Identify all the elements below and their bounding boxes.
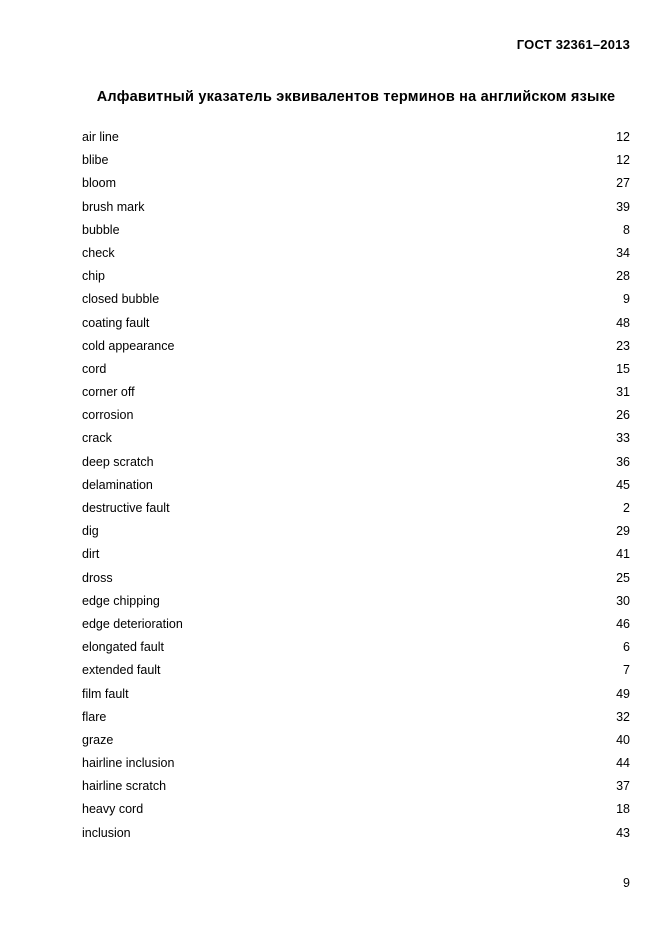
index-entry bbox=[82, 567, 630, 590]
term-page-number: 48 bbox=[616, 315, 630, 330]
index-entry bbox=[82, 822, 630, 845]
index-entry bbox=[82, 798, 630, 821]
index-entry bbox=[82, 543, 630, 566]
index-entry bbox=[82, 775, 630, 798]
index-entry bbox=[82, 196, 630, 219]
index-entry bbox=[82, 265, 630, 288]
term-text: chip bbox=[82, 269, 105, 284]
term-page-number: 25 bbox=[616, 570, 630, 585]
term-page-number: 45 bbox=[616, 477, 630, 492]
index-entry bbox=[82, 126, 630, 149]
index-entry bbox=[82, 335, 630, 358]
term-text: edge chipping bbox=[82, 593, 160, 608]
term-text: graze bbox=[82, 732, 114, 747]
term-page-number: 6 bbox=[623, 640, 630, 655]
index-entry bbox=[82, 474, 630, 497]
term-page-number: 8 bbox=[623, 222, 630, 237]
term-text: extended fault bbox=[82, 663, 161, 678]
term-page-number: 30 bbox=[616, 593, 630, 608]
term-text: cord bbox=[82, 361, 107, 376]
index-entry bbox=[82, 288, 630, 311]
term-text: film fault bbox=[82, 686, 129, 701]
page-number: 9 bbox=[623, 876, 630, 890]
index-entry bbox=[82, 636, 630, 659]
index-entry bbox=[82, 381, 630, 404]
term-text: closed bubble bbox=[82, 292, 160, 307]
index-entry bbox=[82, 683, 630, 706]
term-text: heavy cord bbox=[82, 802, 144, 817]
term-page-number: 34 bbox=[616, 245, 630, 260]
term-page-number: 27 bbox=[616, 176, 630, 191]
index-entry bbox=[82, 219, 630, 242]
term-page-number: 12 bbox=[616, 130, 630, 144]
term-text: deep scratch bbox=[82, 454, 154, 469]
term-page-number: 26 bbox=[616, 408, 630, 423]
index-entry bbox=[82, 659, 630, 682]
term-page-number: 44 bbox=[616, 756, 630, 771]
term-page-number: 46 bbox=[616, 616, 630, 631]
term-text: check bbox=[82, 245, 115, 260]
term-page-number: 36 bbox=[616, 454, 630, 469]
index-entry bbox=[82, 242, 630, 265]
term-text: coating fault bbox=[82, 315, 150, 330]
index-entry bbox=[82, 752, 630, 775]
index-entry bbox=[82, 613, 630, 636]
term-text: corner off bbox=[82, 385, 135, 400]
term-page-number: 28 bbox=[616, 269, 630, 284]
term-page-number: 31 bbox=[616, 385, 630, 400]
term-page-number: 9 bbox=[623, 292, 630, 307]
term-page-number: 37 bbox=[616, 779, 630, 794]
term-text: crack bbox=[82, 431, 112, 446]
term-text: bubble bbox=[82, 222, 120, 237]
term-text: corrosion bbox=[82, 408, 134, 423]
term-page-number: 15 bbox=[616, 361, 630, 376]
term-text: cold appearance bbox=[82, 338, 175, 353]
index-entry bbox=[82, 358, 630, 381]
term-text: blibe bbox=[82, 153, 109, 168]
term-text: edge deterioration bbox=[82, 616, 183, 631]
term-text: dig bbox=[82, 524, 99, 539]
term-page-number: 49 bbox=[616, 686, 630, 701]
term-page-number: 43 bbox=[616, 825, 630, 840]
term-text: delamination bbox=[82, 477, 153, 492]
term-page-number: 39 bbox=[616, 199, 630, 214]
term-page-number: 40 bbox=[616, 732, 630, 747]
term-text: air line bbox=[82, 130, 119, 144]
index-entry bbox=[82, 427, 630, 450]
index-entry bbox=[82, 706, 630, 729]
term-text: destructive fault bbox=[82, 501, 170, 515]
page-title: Алфавитный указатель эквивалентов терминов на английском языке bbox=[96, 89, 616, 105]
term-page-number: 29 bbox=[616, 524, 630, 539]
index-entry bbox=[82, 590, 630, 613]
term-text: elongated fault bbox=[82, 640, 165, 655]
term-text: flare bbox=[82, 709, 107, 724]
term-page-number: 12 bbox=[616, 153, 630, 168]
term-text: bloom bbox=[82, 176, 117, 191]
term-page-number: 2 bbox=[623, 501, 630, 515]
term-page-number: 18 bbox=[616, 802, 630, 817]
term-text: hairline inclusion bbox=[82, 756, 175, 771]
index-entry bbox=[82, 729, 630, 752]
term-text: inclusion bbox=[82, 825, 131, 840]
index-entry bbox=[82, 149, 630, 172]
alphabetical-index-list bbox=[82, 126, 630, 845]
term-text: dross bbox=[82, 570, 113, 585]
document-standard-number: ГОСТ 32361–2013 bbox=[516, 37, 630, 52]
index-entry bbox=[82, 520, 630, 543]
term-page-number: 41 bbox=[616, 547, 630, 562]
term-page-number: 23 bbox=[616, 338, 630, 353]
term-text: dirt bbox=[82, 547, 100, 562]
term-text: hairline scratch bbox=[82, 779, 167, 794]
index-entry bbox=[82, 404, 630, 427]
index-entry bbox=[82, 312, 630, 335]
term-text: brush mark bbox=[82, 199, 145, 214]
term-page-number: 33 bbox=[616, 431, 630, 446]
term-page-number: 7 bbox=[623, 663, 630, 678]
index-entry bbox=[82, 172, 630, 195]
term-page-number: 32 bbox=[616, 709, 630, 724]
index-entry bbox=[82, 451, 630, 474]
index-entry bbox=[82, 497, 630, 520]
